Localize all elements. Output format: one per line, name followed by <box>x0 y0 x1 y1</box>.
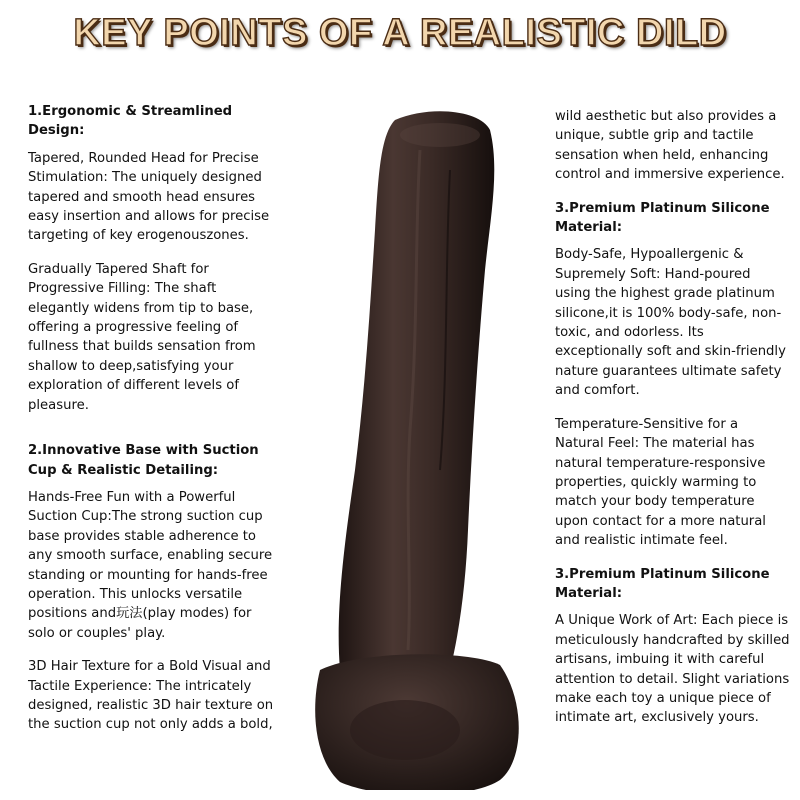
feature-tapered-shaft: Gradually Tapered Shaft for Progressive Filling: The shaft elegantly widens from tip to base, offering a progressive feeling of fullness that builds sensation from shallow to deep,satisfying your exploration of different levels of pleasure. <box>28 261 256 413</box>
page-title: KEY POINTS OF A REALISTIC DILD <box>73 12 727 54</box>
feature-tapered-head: Tapered, Rounded Head for Precise Stimulation: The uniquely designed tapered and smooth head ensures easy insertion and allows for precise targeting of key erogenouszones. <box>28 150 270 244</box>
section-heading-base: 2.Innovative Base with Suction Cup & Realistic Detailing: <box>28 443 259 478</box>
feature-hair-texture-continued: wild aesthetic but also provides a unique, subtle grip and tactile sensation when held, enhancing control and immersive experience. <box>555 109 785 183</box>
product-shaft <box>339 111 495 670</box>
section-heading-material-2: 3.Premium Platinum Silicone Material: <box>555 566 770 601</box>
right-column <box>555 107 790 742</box>
feature-body-safe: Body-Safe, Hypoallergenic & Supremely Soft: Hand-poured using the highest grade platinum silicone,it is 100% body-safe, non-toxic, and odorless. Its exceptionally soft and skin-friendly nature guarantees ultimate safety and comfort. <box>555 247 786 399</box>
feature-hair-texture: 3D Hair Texture for a Bold Visual and Tactile Experience: The intricately designed, realistic 3D hair texture on the suction cup not only adds a bold, <box>28 659 274 733</box>
feature-temperature: Temperature-Sensitive for a Natural Feel: The material has natural temperature-responsive properties, quickly warming to match your body temperature upon contact for a more natural and realistic intimate feel. <box>555 416 766 549</box>
feature-handcrafted: A Unique Work of Art: Each piece is meticulously handcrafted by skilled artisans, imbuing it with careful attention to detail. Slight variations make each toy a unique piece of intimate art, exclusively yours. <box>555 613 790 726</box>
left-column <box>28 102 278 749</box>
feature-suction-cup: Hands-Free Fun with a Powerful Suction Cup:The strong suction cup base provides stable adherence to any smooth surface, enabling secure standing or mounting for hands-free operation. This unlocks versatile positions and玩法(play modes) for solo or couples' play. <box>28 489 273 641</box>
product-photo <box>300 110 550 790</box>
section-heading-material: 3.Premium Platinum Silicone Material: <box>555 200 770 236</box>
section-heading-design: 1.Ergonomic & Streamlined Design: <box>28 104 233 139</box>
